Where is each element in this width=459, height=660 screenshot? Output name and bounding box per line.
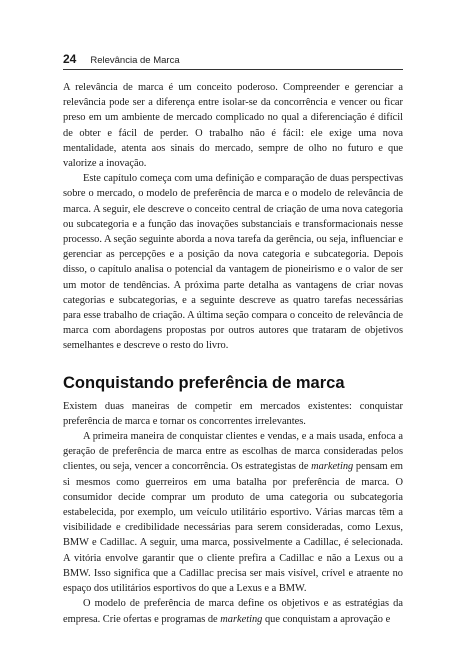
emphasis-marketing: marketing — [311, 461, 354, 473]
header-rule — [63, 69, 403, 70]
emphasis-marketing: marketing — [220, 613, 263, 625]
page-number: 24 — [63, 52, 77, 66]
running-title: Relevância de Marca — [90, 55, 180, 66]
intro-paragraph-2: Este capítulo começa com uma definição e comparação de duas perspectivas sobre o mercado, o modelo de preferência de marca e o modelo de relevância de marca. A seguir, ele descreve o conceito central de criação de uma nova categoria ou subcategoria e a função das inovações substanciais e transformacionais nesse processo. A seção seguinte aborda a nova tarefa da gerência, ou seja, influenciar e gerenciar as percepções e a posição da nova categoria e subcategoria. Depois disso, o capítulo analisa o potencial da vantagem de pioneirismo e o valor de ser um motor de tendências. A próxima parte detalha as vantagens de criar novas categorias e subcategorias, e a seguinte descreve as quatro tarefas necessárias para esse trabalho de criação. A última seção compara o conceito de relevância de marca com abordagens propostas por outros autores que trataram de objetivos semelhantes e descreve o resto do livro. — [63, 173, 403, 352]
section-heading: Conquistando preferência de marca — [63, 373, 345, 392]
page-header — [63, 52, 403, 66]
section-paragraph-2: A primeira maneira de conquistar clientes e vendas, e a mais usada, enfoca a geração de preferência de marca entre as escolhas de marca consideradas pelos clientes, ou seja, vencer a concorrência. Os estrategistas de marketing pensam em si mesmos como guerreiros em uma batalha por preferência de marca. O consumidor decide comprar um produto de uma categoria ou subcategoria estabelecida, por exemplo, um veículo utilitário esportivo. Várias marcas têm a visibilidade e credibilidade necessárias para serem consideradas, como Lexus, BMW e Cadillac. A seguir, uma marca, possivelmente a Cadillac, é selecionada. A vitória envolve garantir que o cliente prefira a Cadillac e não a Lexus ou a BMW. Isso significa que a Cadillac precisa ser mais visível, crível e atraente no espaço dos utilitários esportivos do que a Lexus e a BMW. — [63, 431, 403, 595]
intro-block — [63, 80, 403, 354]
section-paragraph-1: Existem duas maneiras de competir em mercados existentes: conquistar preferência de marca e tornar os concorrentes irrelevantes. — [63, 400, 403, 427]
section-paragraph-3: O modelo de preferência de marca define os objetivos e as estratégias da empresa. Crie ofertas e programas de marketing que conquistam a aprovação e — [63, 598, 403, 625]
body-text — [63, 80, 403, 627]
intro-paragraph-1: A relevância de marca é um conceito poderoso. Compreender e gerenciar a relevância pode ser a diferença entre isolar-se da concorrência e vencer ou ficar preso em um ambiente de mercado complicado no qual a diferenciação é difícil de obter e fácil de perder. O trabalho não é fácil: ele exige uma nova mentalidade, atenta aos sinais do mercado, sempre de olho no futuro e que valorize a inovação. — [63, 82, 403, 170]
